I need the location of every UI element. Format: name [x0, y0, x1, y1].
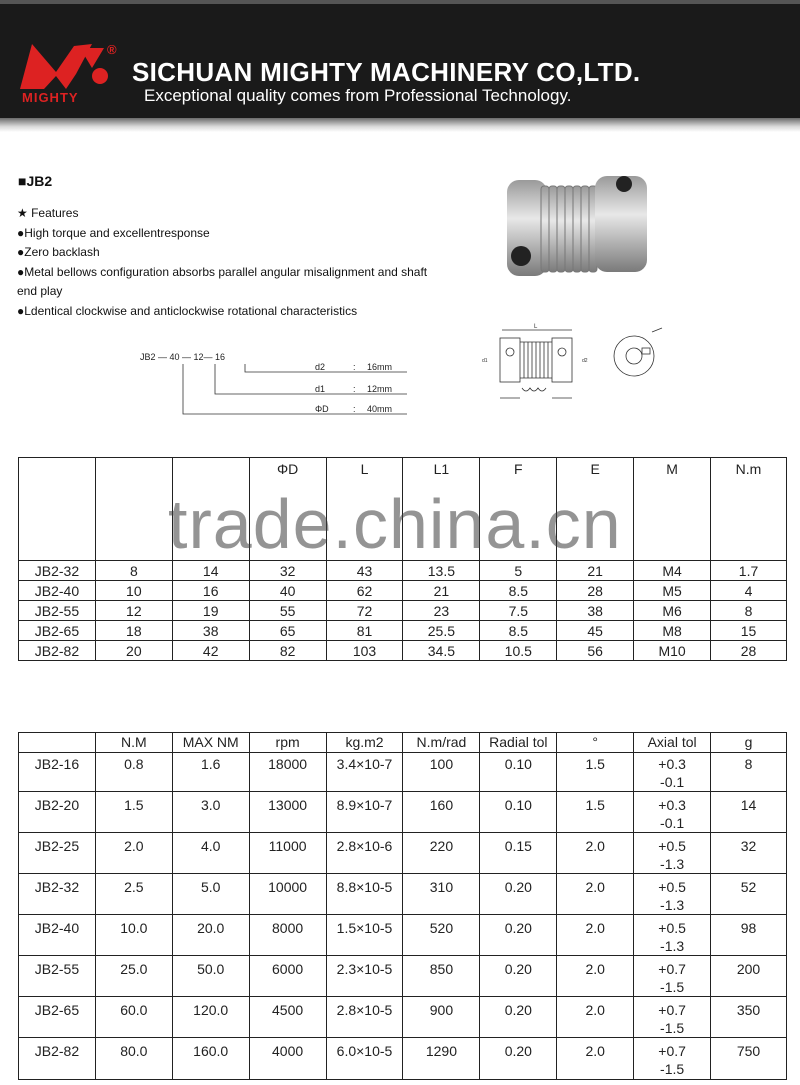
table-cell: 3.4×10-7 — [326, 753, 403, 792]
table-header-cell: F — [480, 458, 557, 561]
table-cell: 23 — [403, 601, 480, 621]
table-cell: 60.0 — [95, 997, 172, 1038]
table-cell: 200 — [711, 956, 787, 997]
table-header-row — [19, 733, 787, 753]
table-cell: 42 — [172, 641, 249, 661]
table-cell: 160 — [403, 792, 480, 833]
table-header-cell: g — [711, 733, 787, 753]
svg-text:d2: d2 — [582, 358, 588, 364]
table-row — [19, 641, 787, 661]
table-cell: JB2-82 — [19, 1038, 96, 1080]
table-header-cell — [19, 458, 96, 561]
axial-tol-cell — [634, 956, 711, 997]
table-cell: 18 — [95, 621, 172, 641]
table-cell: 160.0 — [172, 1038, 249, 1080]
code-colon: : — [353, 384, 356, 394]
table-cell: 81 — [326, 621, 403, 641]
table-cell: 4000 — [249, 1038, 326, 1080]
svg-text:L: L — [534, 324, 538, 330]
table-cell: 8 — [711, 753, 787, 792]
table-cell: 1.7 — [711, 561, 787, 581]
table-cell: 2.5 — [95, 874, 172, 915]
table-cell: 55 — [249, 601, 326, 621]
code-value-d1: 12mm — [367, 384, 393, 394]
table-cell: 2.0 — [557, 956, 634, 997]
table-cell: 43 — [326, 561, 403, 581]
axial-tol-plus: +0.3 — [658, 797, 686, 813]
table-cell: 6.0×10-5 — [326, 1038, 403, 1080]
table-cell: 350 — [711, 997, 787, 1038]
table-cell: JB2-82 — [19, 641, 96, 661]
table-cell: 82 — [249, 641, 326, 661]
table-cell: 2.0 — [557, 833, 634, 874]
table-header-cell: kg.m2 — [326, 733, 403, 753]
table-cell: 14 — [172, 561, 249, 581]
code-value-diameter: 40mm — [367, 404, 393, 414]
table-cell: 34.5 — [403, 641, 480, 661]
model-heading: ■JB2 — [18, 173, 53, 189]
table-cell: 28 — [557, 581, 634, 601]
code-symbol-d1: d1 — [315, 384, 326, 394]
table-cell: M8 — [634, 621, 711, 641]
table-cell: 1.5 — [557, 792, 634, 833]
table-cell: 28 — [711, 641, 787, 661]
table-cell: 62 — [326, 581, 403, 601]
table-cell: 15 — [711, 621, 787, 641]
table-cell: M6 — [634, 601, 711, 621]
table-row — [19, 621, 787, 641]
feature-item: ●High torque and excellentresponse — [17, 225, 210, 240]
table-cell: 0.20 — [480, 956, 557, 997]
feature-item: ●Ldentical clockwise and anticlockwise rotational characteristics — [17, 303, 358, 318]
table-cell: M5 — [634, 581, 711, 601]
table-cell: 13.5 — [403, 561, 480, 581]
axial-tol-plus: +0.5 — [658, 879, 686, 895]
table-cell: 20.0 — [172, 915, 249, 956]
table-cell: 10.0 — [95, 915, 172, 956]
feature-item: ●Metal bellows configuration absorbs parallel angular misalignment and shaft — [17, 264, 428, 279]
table-cell: 13000 — [249, 792, 326, 833]
table-cell: 120.0 — [172, 997, 249, 1038]
order-code: JB2 — 40 — 12— 16 — [140, 352, 226, 362]
svg-text:d1: d1 — [482, 358, 488, 364]
table-cell: 4.0 — [172, 833, 249, 874]
table-cell: 103 — [326, 641, 403, 661]
code-colon: : — [353, 362, 356, 372]
table-header-cell — [19, 733, 96, 753]
table-cell: JB2-65 — [19, 621, 96, 641]
axial-tol-minus: -0.1 — [660, 815, 685, 831]
table-cell: 900 — [403, 997, 480, 1038]
coupling-photo — [497, 172, 655, 280]
features-list — [17, 204, 477, 321]
table-cell: 19 — [172, 601, 249, 621]
table-cell: JB2-32 — [19, 874, 96, 915]
axial-tol-plus: +0.7 — [658, 1002, 686, 1018]
header-banner — [0, 0, 800, 122]
table-row — [19, 997, 787, 1038]
table-header-cell: L1 — [403, 458, 480, 561]
watermark: trade.china.cn — [168, 485, 622, 563]
table-cell: 750 — [711, 1038, 787, 1080]
table-cell: 2.0 — [557, 997, 634, 1038]
table-header-cell: N.m/rad — [403, 733, 480, 753]
table-cell: 2.0 — [557, 874, 634, 915]
table-cell: 1.6 — [172, 753, 249, 792]
axial-tol-minus: -1.3 — [660, 938, 685, 954]
table-cell: JB2-20 — [19, 792, 96, 833]
axial-tol-plus: +0.5 — [658, 920, 686, 936]
table-row — [19, 915, 787, 956]
code-colon: : — [353, 404, 356, 414]
axial-tol-plus: +0.3 — [658, 756, 686, 772]
table-cell: 2.0 — [557, 1038, 634, 1080]
table-cell: 4500 — [249, 997, 326, 1038]
company-name: SICHUAN MIGHTY MACHINERY CO,LTD. — [132, 57, 641, 87]
axial-tol-minus: -1.3 — [660, 897, 685, 913]
registered-mark: ® — [107, 42, 117, 57]
table-cell: 0.10 — [480, 753, 557, 792]
table-cell: 0.15 — [480, 833, 557, 874]
table-cell: M10 — [634, 641, 711, 661]
table-cell: JB2-55 — [19, 601, 96, 621]
table-row — [19, 833, 787, 874]
table-header-cell: Axial tol — [634, 733, 711, 753]
table-cell: 72 — [326, 601, 403, 621]
table-cell: 0.8 — [95, 753, 172, 792]
table-cell: 8.8×10-5 — [326, 874, 403, 915]
table-header-cell: E — [557, 458, 634, 561]
table-cell: 1290 — [403, 1038, 480, 1080]
table-cell: 1.5×10-5 — [326, 915, 403, 956]
table-cell: 0.20 — [480, 874, 557, 915]
axial-tol-minus: -1.5 — [660, 1061, 685, 1077]
table-cell: 2.0 — [557, 915, 634, 956]
feature-item: end play — [17, 284, 63, 298]
table-cell: JB2-40 — [19, 915, 96, 956]
code-symbol-d2: d2 — [315, 362, 326, 372]
table-cell: 21 — [403, 581, 480, 601]
table-cell: 21 — [557, 561, 634, 581]
features-title: ★ Features — [17, 206, 79, 220]
table-cell: JB2-40 — [19, 581, 96, 601]
table-cell: JB2-16 — [19, 753, 96, 792]
table-cell: 8.5 — [480, 621, 557, 641]
table-cell: 2.8×10-6 — [326, 833, 403, 874]
table-row — [19, 601, 787, 621]
table-cell: 10 — [95, 581, 172, 601]
table-cell: 8.5 — [480, 581, 557, 601]
table-cell: 310 — [403, 874, 480, 915]
table-cell: 10.5 — [480, 641, 557, 661]
table-cell: 32 — [711, 833, 787, 874]
ordering-code-diagram — [135, 350, 425, 422]
table-row — [19, 874, 787, 915]
table-cell: 5 — [480, 561, 557, 581]
table-cell: 16 — [172, 581, 249, 601]
table-cell: 40 — [249, 581, 326, 601]
table-cell: 2.8×10-5 — [326, 997, 403, 1038]
banner-divider — [0, 118, 800, 132]
table-header-cell: MAX NM — [172, 733, 249, 753]
table-cell: 2.3×10-5 — [326, 956, 403, 997]
table-cell: 8.9×10-7 — [326, 792, 403, 833]
table-header-cell: ° — [557, 733, 634, 753]
table-cell: 98 — [711, 915, 787, 956]
table-cell: 1.5 — [95, 792, 172, 833]
table-cell: 11000 — [249, 833, 326, 874]
table-cell: 8 — [711, 601, 787, 621]
table-header-cell: N.M — [95, 733, 172, 753]
table-header-cell: M — [634, 458, 711, 561]
axial-tol-plus: +0.7 — [658, 1043, 686, 1059]
table-cell: 25.0 — [95, 956, 172, 997]
table-cell: 1.5 — [557, 753, 634, 792]
table-cell: 8 — [95, 561, 172, 581]
axial-tol-plus: +0.7 — [658, 961, 686, 977]
table-cell: JB2-55 — [19, 956, 96, 997]
table-cell: 10000 — [249, 874, 326, 915]
table-cell: M4 — [634, 561, 711, 581]
table-cell: 0.20 — [480, 915, 557, 956]
logo-text: MIGHTY — [22, 90, 79, 105]
table-cell: JB2-65 — [19, 997, 96, 1038]
table-row — [19, 753, 787, 792]
table-cell: 2.0 — [95, 833, 172, 874]
table-cell: 6000 — [249, 956, 326, 997]
company-tagline: Exceptional quality comes from Professional Technology. — [144, 86, 572, 105]
table-row — [19, 1038, 787, 1080]
table-cell: 850 — [403, 956, 480, 997]
table-cell: 5.0 — [172, 874, 249, 915]
axial-tol-cell — [634, 753, 711, 792]
table-header-cell: rpm — [249, 733, 326, 753]
table-header-cell: ΦD — [249, 458, 326, 561]
axial-tol-cell — [634, 997, 711, 1038]
table-cell: 4 — [711, 581, 787, 601]
table-cell: 25.5 — [403, 621, 480, 641]
table-cell: 38 — [557, 601, 634, 621]
table-cell: 38 — [172, 621, 249, 641]
axial-tol-minus: -1.5 — [660, 979, 685, 995]
table-cell: 50.0 — [172, 956, 249, 997]
table-cell: 18000 — [249, 753, 326, 792]
table-cell: 52 — [711, 874, 787, 915]
code-symbol-diameter: ΦD — [315, 404, 329, 414]
feature-item: ●Zero backlash — [17, 245, 100, 259]
table-header-cell: L — [326, 458, 403, 561]
axial-tol-cell — [634, 874, 711, 915]
axial-tol-minus: -1.5 — [660, 1020, 685, 1036]
table-cell: 3.0 — [172, 792, 249, 833]
table-header-cell — [95, 458, 172, 561]
table-header-cell: Radial tol — [480, 733, 557, 753]
table-cell: 32 — [249, 561, 326, 581]
table-cell: 220 — [403, 833, 480, 874]
table-row — [19, 956, 787, 997]
code-value-d2: 16mm — [367, 362, 393, 372]
table-cell: 100 — [403, 753, 480, 792]
table-cell: 80.0 — [95, 1038, 172, 1080]
table-cell: 0.20 — [480, 997, 557, 1038]
table-cell: 8000 — [249, 915, 326, 956]
table-cell: 520 — [403, 915, 480, 956]
table-cell: JB2-25 — [19, 833, 96, 874]
axial-tol-cell — [634, 792, 711, 833]
table-cell: 20 — [95, 641, 172, 661]
table-cell: 45 — [557, 621, 634, 641]
axial-tol-minus: -1.3 — [660, 856, 685, 872]
table-row — [19, 792, 787, 833]
axial-tol-plus: +0.5 — [658, 838, 686, 854]
axial-tol-cell — [634, 833, 711, 874]
table-cell: 0.10 — [480, 792, 557, 833]
table-cell: 14 — [711, 792, 787, 833]
dimension-drawing — [472, 320, 672, 412]
table-cell: JB2-32 — [19, 561, 96, 581]
table-cell: 56 — [557, 641, 634, 661]
axial-tol-cell — [634, 1038, 711, 1080]
axial-tol-cell — [634, 915, 711, 956]
table-cell: 7.5 — [480, 601, 557, 621]
table-header-cell: N.m — [711, 458, 787, 561]
table-cell: 65 — [249, 621, 326, 641]
table-row — [19, 581, 787, 601]
table-cell: 0.20 — [480, 1038, 557, 1080]
table-cell: 12 — [95, 601, 172, 621]
performance-table — [18, 732, 787, 1080]
axial-tol-minus: -0.1 — [660, 774, 685, 790]
